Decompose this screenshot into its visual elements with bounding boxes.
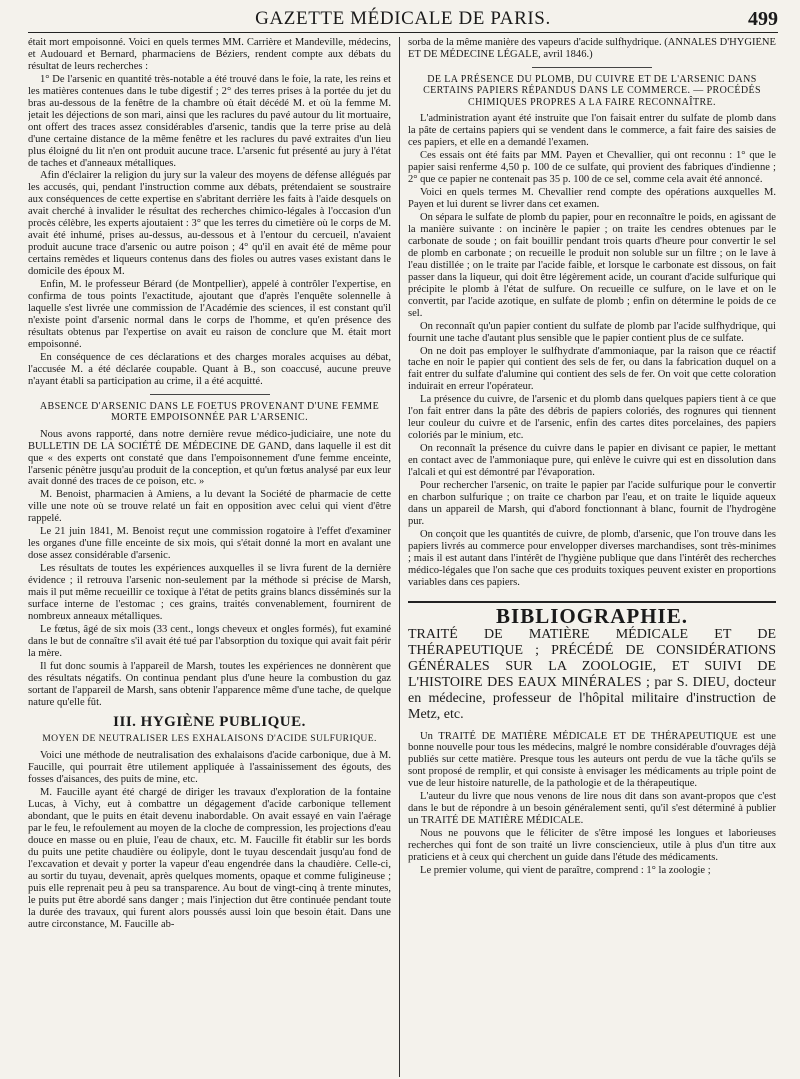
paragraph: En conséquence de ces déclarations et des charges morales acquises au débat, l'accusée M. a été déclarée coupable. Quant à B., son coaccusé, aucune preuve n'ayant établi sa participation au crime, il a été acquitté. xyxy=(28,351,391,387)
paragraph: Un TRAITÉ DE MATIÈRE MÉDICALE ET DE THÉRAPEUTIQUE est une bonne nouvelle pour tous les médecins, malgré le nombre considérable d'ouvrages déjà publiés sur cette matière. Presque tous les auteurs ont perdu de vue la tâche qu'ils se sont proposé de remplir, et qui consiste à envisager les médicaments au triple point de vue de leur histoire naturelle, de la pathologie et de la thérapeutique. xyxy=(408,730,776,790)
book-title: TRAITÉ DE MATIÈRE MÉDICALE ET DE THÉRAPEUTIQUE ; PRÉCÉDÉ DE CONSIDÉRATIONS GÉNÉRALES SUR LA ZOOLOGIE, ET SUIVI DE L'HISTOIRE DES EAUX MINÉRALES ; par S. DIEU, docteur en médecine, professeur de l'hôpital militaire d'instruction de Metz, etc. xyxy=(408,626,776,722)
page-number: 499 xyxy=(748,8,778,30)
paragraph: 1° De l'arsenic en quantité très-notable a été trouvé dans le foie, la rate, les reins et les matières contenues dans le tube digestif ; 2° des terres prises à la portée du jet du bras au-dessous de la fenêtre de la chambre où était décédé M. et où la femme M. jetait les déjections de son mari, ainsi que les raclures du pavé autour du lit mortuaire, ont offert des traces assez considérables d'arsenic, tandis que la terre prise au delà d'une certaine distance de la même fenêtre et les raclures du pavé extraites d'un lieu plus éloigné du lit n'en ont produit aucune trace. L'arsenic fut présenté au jury à l'état de taches et d'anneaux métalliques. xyxy=(28,73,391,169)
paragraph: Le fœtus, âgé de six mois (33 cent., longs cheveux et ongles formés), fut examiné dans le but de connaître s'il avait été tué par l'absorption du toxique qui avait fait périr la mère. xyxy=(28,623,391,659)
paragraph: Enfin, M. le professeur Bérard (de Montpellier), appelé à contrôler l'expertise, en confirma de tous points l'exactitude, ajoutant que d'après l'enquête solennelle à laquelle s'est livrée une commission de l'Académie des sciences, il est constant qu'il n'existe point d'arsenic normal dans le corps de l'homme, et qu'en présence des résultats obtenus par l'expertise on avait eu raison de conclure que M. était mort empoisonné. xyxy=(28,279,391,350)
paragraph: M. Benoist, pharmacien à Amiens, a lu devant la Société de pharmacie de cette ville une note où se trouve relaté un fait en opposition avec celui qui vient d'être rappelé. xyxy=(28,489,391,525)
paragraph: L'auteur du livre que nous venons de lire nous dit dans son avant-propos que c'est dans le but de répondre à un besoin généralement senti, qu'il s'est déterminé à publier un TRAITÉ DE MATIÈRE MÉDICALE. xyxy=(408,791,776,827)
page-header xyxy=(28,6,778,33)
journal-title: GAZETTE MÉDICALE DE PARIS. xyxy=(255,8,551,29)
paragraph: M. Faucille ayant été chargé de diriger les travaux d'exploration de la fontaine Lucas, à Vichy, eut à combattre un dégagement d'acide carbonique tellement abondant, que le puits en était devenu inabordable. On avait essayé en vain l'aérage par le feu, le refoulement au moyen de la cloche de compression, les projections d'eau douce en masse ou en pluie, l'eau de chaux, etc. M. Faucille fit établir sur les bords du puits une petite chaudière ou éolipyle, dont le tuyau descendait jusqu'au fond de l'excavation et devait y porter la vapeur d'eau engendrée dans la chaudière. Celle-ci, au sortir du tuyau, devenait, après quelques moments, opaque et comme fuligineuse ; puis elle reprenait peu à peu sa transparence. Au bout de vingt-cinq à trente minutes, le puits put être abordé sans danger ; mais l'injection dut être continuée pendant toute la durée des travaux, qui furent alors poussés aussi loin que besoin était. Dans une autre circonstance, M. Faucille ab- xyxy=(28,787,391,930)
section-title: ABSENCE D'ARSENIC DANS LE FOETUS PROVENANT D'UNE FEMME MORTE EMPOISONNÉE PAR L'ARSENIC. xyxy=(39,400,380,424)
left-column xyxy=(28,37,399,1077)
paragraph: Voici une méthode de neutralisation des exhalaisons d'acide carbonique, due à M. Faucille, qui pourrait être utilement appliquée à l'assainissement des égouts, des fosses d'aisances, des puits de mine, etc. xyxy=(28,750,391,786)
paragraph: Voici en quels termes M. Chevallier rend compte des opérations auxquelles M. Payen et lui durent se livrer dans cet examen. xyxy=(408,187,776,211)
paragraph: On ne doit pas employer le sulfhydrate d'ammoniaque, par la raison que ce réactif tache en noir le papier qui contient des sels de fer, ou dans la fabrication duquel on a fait entrer du sulfate d'alumine qui contient des sels de fer. On voit que cette coloration induirait en erreur l'opérateur. xyxy=(408,345,776,393)
section-divider xyxy=(150,394,270,395)
paragraph: Pour rechercher l'arsenic, on traite le papier par l'acide sulfurique pour le convertir en charbon sulfurique ; on traite ce charbon par l'eau, et on traite le liquide aqueux dans un appareil de Marsh, qui d'abord fonctionnant à blanc, fournit de l'hydrogène pur. xyxy=(408,480,776,527)
paragraph: On conçoit que les quantités de cuivre, de plomb, d'arsenic, que l'on trouve dans les papiers livrés au commerce pour envelopper diverses marchandises, sont très-minimes ; mais il est autant dans l'intérêt de l'hygiène publique que dans l'intérêt des recherches médico-légales que l'on sache que ces produits toxiques peuvent exister en proportions variables dans ces papiers. xyxy=(408,528,776,588)
paragraph: était mort empoisonné. Voici en quels termes MM. Carrière et Mandeville, médecins, et Audouard et Bernard, pharmaciens de Béziers, rendent compte aux débats du résultat de leurs recherches : xyxy=(28,37,391,72)
section-title: DE LA PRÉSENCE DU PLOMB, DU CUIVRE ET DE L'ARSENIC DANS CERTAINS PAPIERS RÉPANDUS DANS LE COMMERCE. — PROCÉDÉS CHIMIQUES PROPRES A LA FAIRE RECONNAÎTRE. xyxy=(423,73,761,108)
paragraph: On reconnaît la présence du cuivre dans le papier en divisant ce papier, le mettant en contact avec de l'ammoniaque pure, qui enlève le cuivre qui est en dissolution dans l'alcali et qui est démontré par l'évaporation. xyxy=(408,443,776,479)
paragraph: Le premier volume, qui vient de paraître, comprend : 1° la zoologie ; xyxy=(420,865,711,877)
two-column-body xyxy=(28,37,778,1077)
bibliography-heading: BIBLIOGRAPHIE. xyxy=(496,603,688,628)
paragraph: On reconnaît qu'un papier contient du sulfate de plomb par l'acide sulfhydrique, qui fournit une tache d'autant plus sensible que le papier contient plus de ce sulfate. xyxy=(408,320,776,344)
bibliography-section xyxy=(408,601,776,877)
section-divider xyxy=(532,67,652,68)
paragraph: Afin d'éclairer la religion du jury sur la valeur des moyens de défense allégués par les accusés, qui, pendant l'instruction comme aux débats, prétendaient se soustraire aux conséquences de cette expertise en s'abritant derrière les faits à l'aide desquels on avait cherché à invalider le résultat des recherches chimico-légales à l'occasion d'un procès célèbre, les experts ajoutaient : 3° que les terres du cimetière où le corps de M. avait été inhumé, prises au-dessus, au-dessous et à l'entour du cercueil, n'avaient produit aucune trace d'arsenic ou autre poison ; 4° qu'il en avait été de même pour certains remèdes et liqueurs contenus dans des fioles ou autres vases existant dans le domicile des époux M. xyxy=(28,170,391,278)
paragraph: Nous avons rapporté, dans notre dernière revue médico-judiciaire, une note du BULLETIN DE LA SOCIÉTÉ DE MÉDECINE DE GAND, dans laquelle il est dit que « des experts ont constaté que dans l'empoisonnement d'une femme enceinte, l'arsenic pénètre jusqu'au produit de la conception, et qu'un fœtus analysé par eux leur avait donné des traces de ce poison, etc. » xyxy=(28,428,391,488)
paragraph: sorba de la même manière des vapeurs d'acide sulfhydrique. (ANNALES D'HYGIÈNE ET DE MÉDECINE LÉGALE, avril 1846.) xyxy=(408,37,776,60)
paragraph: Les résultats de toutes les expériences auxquelles il se livra furent de la dernière évidence ; il retrouva l'arsenic non-seulement par la méthode si précise de Marsh, mais il put même recueillir ce toxique à l'état de petits grains blancs disséminés sur la surface interne de l'estomac ; ces grains, traités convenablement, fournirent de nombreux anneaux métalliques. xyxy=(28,563,391,622)
part-heading: III. HYGIÈNE PUBLIQUE. xyxy=(113,713,306,730)
paragraph: On sépara le sulfate de plomb du papier, pour en reconnaître le poids, en agissant de la manière suivante : on incinère le papier ; on traite les cendres obtenues par le carbonate de soude ; on fait bouillir pendant trois quarts d'heure pour convertir le sel de plomb en carbonate ; on recueille le produit non soluble sur un filtre ; on le lave à l'eau distillée ; on le traite par l'acide faible, et lorsque le carbonate est dissous, on fait passer dans la liqueur, qui doit être légèrement acide, un courant d'acide sulfurique qui précipite le plomb à l'état de sulfure. On recueille ce sulfure, on le lave et on le convertit, par l'acide azotique, en sulfate de plomb ; enfin on détermine le poids de ce sel. xyxy=(408,212,776,319)
paragraph: Le 21 juin 1841, M. Benoist reçut une commission rogatoire à l'effet d'examiner les organes d'une fille enceinte de six mois, qui s'était donné la mort en avalant une dose assez considérable d'arsenic. xyxy=(28,526,391,562)
paragraph: Nous ne pouvons que le féliciter de s'être imposé les longues et laborieuses recherches qui font de son traité un livre consciencieux, utile à plus d'un titre aux praticiens et à ceux qui cherchent un guide dans l'étude des médicaments. xyxy=(408,828,776,864)
section-title: MOYEN DE NEUTRALISER LES EXHALAISONS D'ACIDE SULFURIQUE. xyxy=(42,732,377,744)
paragraph: Il fut donc soumis à l'appareil de Marsh, toutes les expériences ne donnèrent que des résultats négatifs. On continua pendant plus d'une heure la combustion du gaz sortant de l'appareil de Marsh, sans obtenir l'apparence même d'une tache, de quelque nature qu'elle fût. xyxy=(28,660,391,708)
right-column xyxy=(399,37,776,1077)
paragraph: L'administration ayant été instruite que l'on faisait entrer du sulfate de plomb dans la pâte de certains papiers qui se vendent dans le commerce, a fait faire des saisies de ces papiers, et elle en a demandé l'examen. xyxy=(408,113,776,149)
paragraph: La présence du cuivre, de l'arsenic et du plomb dans quelques papiers tient à ce que l'on fait entrer dans la pâte des débris de papiers coloriés, des rognures qui tiennent leur couleur du cuivre et de l'arsenic, enfin des cartes dites porcelaines, des papiers coloriés par le minium, etc. xyxy=(408,394,776,442)
paragraph: Ces essais ont été faits par MM. Payen et Chevallier, qui ont reconnu : 1° que le papier saisi renferme 4,50 p. 100 de ce sulfate, qui provient des fabriques d'indienne ; 2° que ce papier ne contenait pas 35 p. 100 de ce sel, comme cela avait été annoncé. xyxy=(408,150,776,186)
